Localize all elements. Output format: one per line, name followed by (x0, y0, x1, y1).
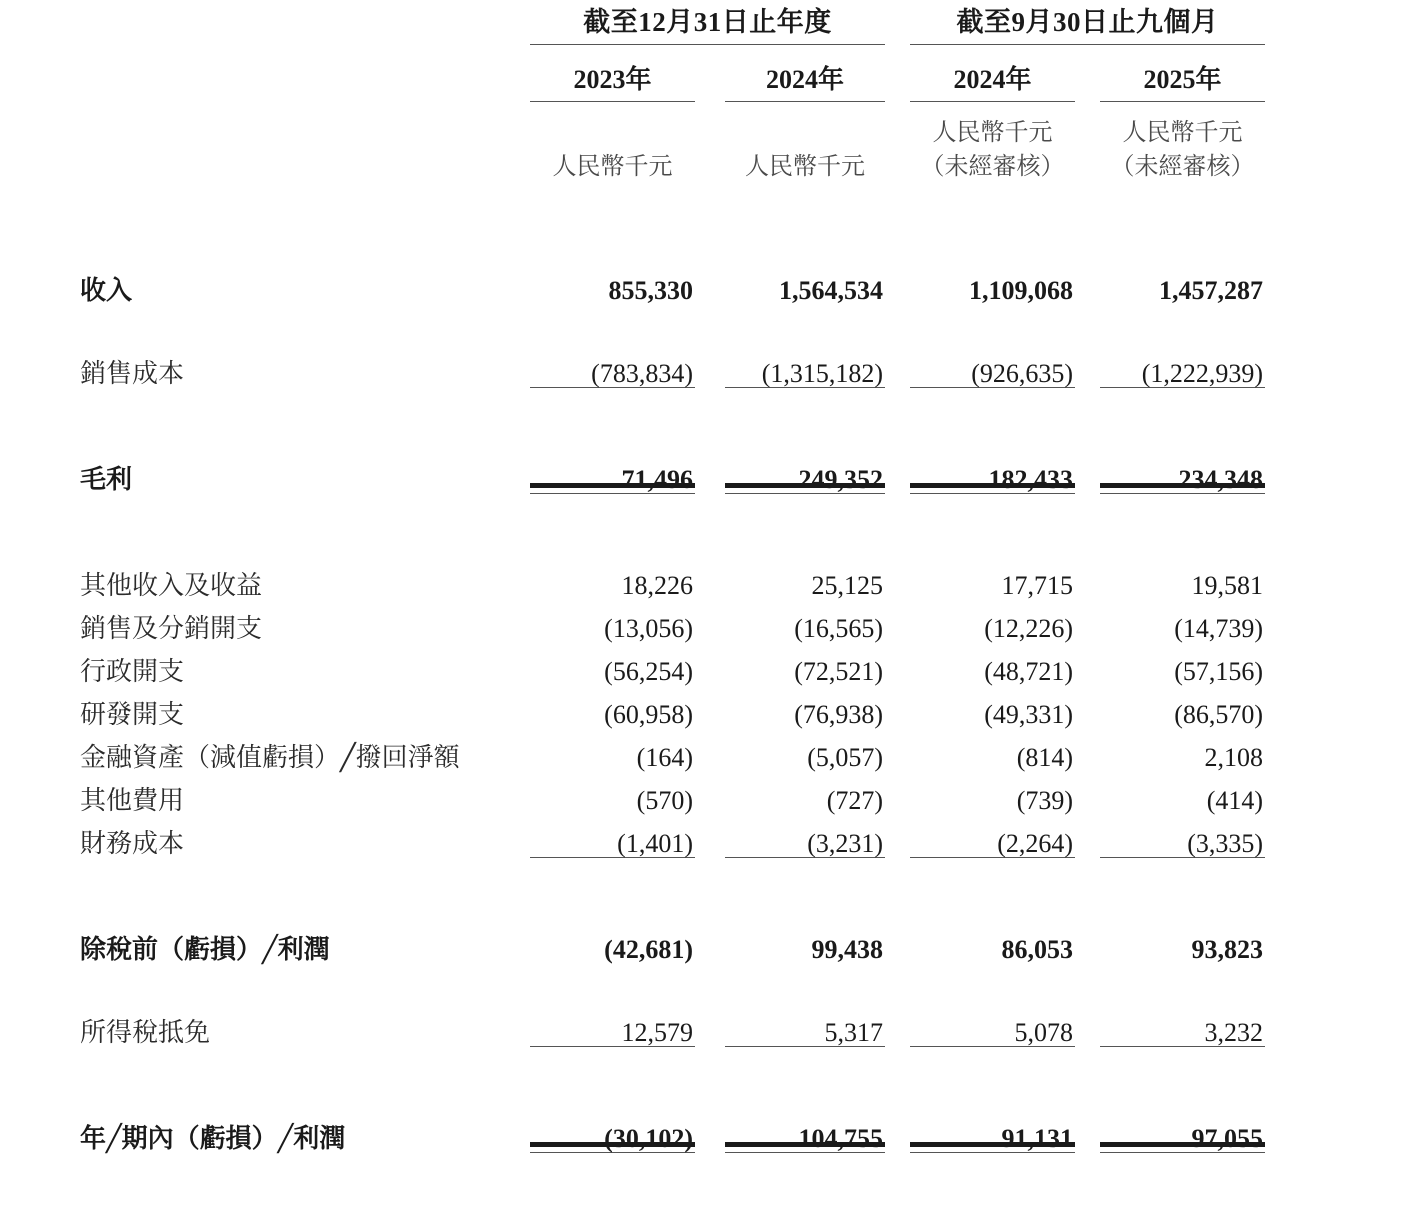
row-label-revenue: 收入 (80, 275, 133, 305)
row-label-financial-asset-impairment: 金融資產（減值虧損）╱撥回淨額 (80, 742, 460, 772)
fc-gap-1 (470, 814, 530, 857)
rd-pad (1265, 685, 1408, 728)
cos-gap-3 (885, 344, 910, 387)
rev-gap-1 (470, 240, 530, 304)
spacer-revenue-cost-cell (0, 304, 1408, 344)
row-value-other-expenses-col1: (570) (636, 785, 693, 815)
spacer-tax-net (0, 1046, 1408, 1109)
row-value-finance-costs-col1: (1,401) (617, 828, 693, 858)
header-empty-label (0, 0, 470, 44)
row-value-other-expenses-col3: (739) (1016, 785, 1074, 815)
oe-pad (1265, 771, 1408, 814)
pbt-gap-2 (695, 920, 725, 963)
column-unit-col1 (530, 101, 695, 184)
fc-gap-2 (695, 814, 725, 857)
fa-gap-3 (885, 728, 910, 771)
table-row-financial-asset-impairment (0, 728, 1408, 771)
unit-text-col4: 人民幣千元 (1122, 119, 1243, 146)
column-unit-col2 (725, 101, 885, 184)
row-value-income-tax-credit-col2: 5,317 (824, 1017, 884, 1047)
fa-gap-4 (1075, 728, 1100, 771)
row-label-profit-before-tax: 除稅前（虧損）╱利潤 (80, 934, 330, 964)
row-value-profit-before-tax-col4: 93,823 (1191, 934, 1264, 964)
tax-gap-1 (470, 1003, 530, 1046)
header-pad-1 (1265, 0, 1408, 44)
gp-gap-3 (885, 450, 910, 493)
row-value-selling-distribution-col4: (14,739) (1174, 613, 1264, 643)
row-value-revenue-col2: 1,564,534 (779, 275, 884, 305)
unit-gap-4 (1075, 101, 1100, 184)
year-gap-3 (885, 59, 910, 101)
fc-gap-4 (1075, 814, 1100, 857)
gp-gap-4 (1075, 450, 1100, 493)
unit-text-col2: 人民幣千元 (745, 153, 865, 180)
row-value-cost-of-sales-col4: (1,222,939) (1141, 358, 1264, 388)
ad-gap-4 (1075, 642, 1100, 685)
gp-rule-col4 (1100, 493, 1265, 494)
row-value-profit-for-period-col1: (30,102) (604, 1123, 693, 1153)
row-value-selling-distribution-col2: (16,565) (794, 613, 884, 643)
cos-gap-1 (470, 344, 530, 387)
spacer-cost-gross-cell (0, 387, 1408, 450)
unit-gap-2 (695, 101, 725, 184)
row-value-revenue-col3: 1,109,068 (969, 275, 1074, 305)
oe-gap-3 (885, 771, 910, 814)
column-header-year-2024-interim: 2024年 (953, 64, 1032, 94)
fa-gap-2 (695, 728, 725, 771)
row-value-cost-of-sales-col1: (783,834) (591, 358, 693, 388)
net-rule-col4 (1100, 1152, 1265, 1153)
net-rule-spacer-f (1265, 1152, 1408, 1153)
row-value-gross-profit-col1: 71,496 (621, 464, 693, 494)
gp-gap-2 (695, 450, 725, 493)
net-gap-3 (885, 1109, 910, 1152)
row-value-other-expenses-col2: (727) (826, 785, 884, 815)
column-unit-col4 (1100, 101, 1265, 184)
rev-gap-4 (1075, 240, 1100, 304)
row-label-other-expenses: 其他費用 (80, 785, 185, 815)
row-value-income-tax-credit-col1: 12,579 (621, 1017, 693, 1047)
cos-gap-4 (1075, 344, 1100, 387)
row-value-revenue-col4: 1,457,287 (1159, 275, 1264, 305)
column-header-year-2024: 2024年 (766, 64, 845, 94)
row-value-research-development-col2: (76,938) (794, 699, 884, 729)
row-value-administrative-col1: (56,254) (604, 656, 693, 686)
rd-gap-3 (885, 685, 910, 728)
net-gap-1 (470, 1109, 530, 1152)
pbt-pad (1265, 920, 1408, 963)
row-value-profit-for-period-col4: 97,055 (1191, 1123, 1264, 1153)
row-label-administrative: 行政開支 (80, 656, 185, 686)
row-value-profit-before-tax-col2: 99,438 (811, 934, 884, 964)
spacer-revenue-cost (0, 304, 1408, 344)
row-value-profit-for-period-col3: 91,131 (1001, 1123, 1074, 1153)
rev-pad (1265, 240, 1408, 304)
gp-rule-col2 (725, 493, 885, 494)
ad-pad (1265, 642, 1408, 685)
rd-gap-4 (1075, 685, 1100, 728)
tax-gap-4 (1075, 1003, 1100, 1046)
row-value-gross-profit-col2: 249,352 (798, 464, 884, 494)
spacer-cost-gross (0, 387, 1408, 450)
row-value-research-development-col3: (49,331) (984, 699, 1074, 729)
net-gap-4 (1075, 1109, 1100, 1152)
year-gap-1 (470, 59, 530, 101)
rev-gap-2 (695, 240, 725, 304)
row-value-finance-costs-col2: (3,231) (807, 828, 884, 858)
row-value-finance-costs-col3: (2,264) (997, 828, 1074, 858)
net-rule-spacer-d (885, 1152, 910, 1153)
spacer-pbt-tax-cell (0, 963, 1408, 1003)
post-header-spacer-cell (0, 184, 1408, 240)
row-label-finance-costs: 財務成本 (80, 828, 185, 858)
row-value-financial-asset-impairment-col3: (814) (1016, 742, 1074, 772)
spacer-pbt-tax (0, 963, 1408, 1003)
oi-gap-3 (885, 556, 910, 599)
column-header-year-2023: 2023年 (573, 64, 652, 94)
row-label-research-development: 研發開支 (80, 699, 185, 729)
ad-gap-2 (695, 642, 725, 685)
sd-gap-4 (1075, 599, 1100, 642)
sd-gap-2 (695, 599, 725, 642)
row-value-profit-for-period-col2: 104,755 (798, 1123, 884, 1153)
net-rule-col2 (725, 1152, 885, 1153)
ad-gap-3 (885, 642, 910, 685)
header-spacer-cell (0, 45, 1408, 59)
row-value-income-tax-credit-col3: 5,078 (1014, 1017, 1074, 1047)
oi-gap-2 (695, 556, 725, 599)
table-row-research-development (0, 685, 1408, 728)
net-rule-spacer-b (470, 1152, 530, 1153)
rev-gap-3 (885, 240, 910, 304)
net-pad (1265, 1109, 1408, 1152)
row-value-gross-profit-col4: 234,348 (1178, 464, 1264, 494)
sd-gap-1 (470, 599, 530, 642)
row-value-finance-costs-col4: (3,335) (1187, 828, 1264, 858)
row-value-gross-profit-col3: 182,433 (988, 464, 1074, 494)
table-row-other-income (0, 556, 1408, 599)
table-row-other-expenses (0, 771, 1408, 814)
row-value-cost-of-sales-col2: (1,315,182) (761, 358, 884, 388)
row-label-cost-of-sales: 銷售成本 (80, 358, 185, 388)
unit-text-col3: 人民幣千元 (932, 119, 1053, 146)
cos-gap-2 (695, 344, 725, 387)
gp-pad (1265, 450, 1408, 493)
header-gap-1 (470, 0, 530, 44)
row-value-cost-of-sales-col3: (926,635) (971, 358, 1074, 388)
table-row-income-tax-credit (0, 1003, 1408, 1046)
audit-note-col4: （未經審核） (1110, 153, 1255, 180)
year-gap-2 (695, 59, 725, 101)
ad-gap-1 (470, 642, 530, 685)
gp-gap-1 (470, 450, 530, 493)
column-group-header-annual: 截至12月31日止年度 (583, 7, 832, 37)
row-value-income-tax-credit-col4: 3,232 (1204, 1017, 1264, 1047)
row-value-financial-asset-impairment-col2: (5,057) (807, 742, 884, 772)
row-label-profit-for-period: 年╱期內（虧損）╱利潤 (80, 1123, 346, 1153)
header-group-title-row (0, 0, 1408, 44)
unit-gap-1 (470, 101, 530, 184)
column-unit-col3 (910, 101, 1075, 184)
fc-gap-3 (885, 814, 910, 857)
row-value-profit-before-tax-col3: 86,053 (1001, 934, 1074, 964)
net-rule-col1 (530, 1152, 695, 1153)
row-value-other-expenses-col4: (414) (1206, 785, 1264, 815)
gp-rule-col3 (910, 493, 1075, 494)
column-header-year-2025-interim: 2025年 (1143, 64, 1222, 94)
row-value-financial-asset-impairment-col1: (164) (636, 742, 693, 772)
tax-pad (1265, 1003, 1408, 1046)
sd-gap-3 (885, 599, 910, 642)
net-rule-spacer-c (695, 1152, 725, 1153)
row-value-other-income-col4: 19,581 (1191, 570, 1264, 600)
row-value-administrative-col4: (57,156) (1174, 656, 1264, 686)
header-spacer-row (0, 45, 1408, 59)
cos-pad (1265, 344, 1408, 387)
row-value-other-income-col3: 17,715 (1001, 570, 1074, 600)
row-value-administrative-col2: (72,521) (794, 656, 884, 686)
oe-gap-2 (695, 771, 725, 814)
spacer-gross-opex (0, 493, 1408, 556)
pbt-gap-1 (470, 920, 530, 963)
unit-empty-label (0, 101, 470, 184)
row-value-profit-before-tax-col1: (42,681) (604, 934, 693, 964)
unit-pad (1265, 101, 1408, 184)
pbt-gap-4 (1075, 920, 1100, 963)
table-row-selling-distribution (0, 599, 1408, 642)
row-value-selling-distribution-col1: (13,056) (604, 613, 693, 643)
row-label-selling-distribution: 銷售及分銷開支 (80, 613, 263, 643)
year-gap-4 (1075, 59, 1100, 101)
unit-text-col1: 人民幣千元 (552, 153, 673, 180)
row-value-financial-asset-impairment-col4: 2,108 (1204, 742, 1264, 772)
net-gap-2 (695, 1109, 725, 1152)
spacer-gross-opex-cell (0, 493, 1408, 556)
row-value-research-development-col4: (86,570) (1174, 699, 1264, 729)
tax-gap-2 (695, 1003, 725, 1046)
table-row-cost-of-sales (0, 344, 1408, 387)
rd-gap-1 (470, 685, 530, 728)
spacer-opex-pbt (0, 857, 1408, 920)
spacer-opex-pbt-cell (0, 857, 1408, 920)
tax-gap-3 (885, 1003, 910, 1046)
table-row-profit-before-tax (0, 920, 1408, 963)
row-value-administrative-col3: (48,721) (984, 656, 1074, 686)
oi-gap-4 (1075, 556, 1100, 599)
oe-gap-1 (470, 771, 530, 814)
fc-pad (1265, 814, 1408, 857)
pbt-gap-3 (885, 920, 910, 963)
fa-gap-1 (470, 728, 530, 771)
row-value-other-income-col2: 25,125 (811, 570, 884, 600)
table-row-administrative (0, 642, 1408, 685)
row-label-gross-profit: 毛利 (80, 464, 133, 494)
header-unit-row (0, 101, 1408, 184)
net-rule-col3 (910, 1152, 1075, 1153)
year-empty-label (0, 59, 470, 101)
rd-gap-2 (695, 685, 725, 728)
fa-pad (1265, 728, 1408, 771)
row-value-other-income-col1: 18,226 (621, 570, 693, 600)
year-pad (1265, 59, 1408, 101)
unit-gap-3 (885, 101, 910, 184)
oe-gap-4 (1075, 771, 1100, 814)
row-value-selling-distribution-col3: (12,226) (984, 613, 1074, 643)
column-group-header-nine-months: 截至9月30日止九個月 (956, 7, 1219, 37)
audit-note-col3: （未經審核） (920, 153, 1065, 180)
oi-gap-1 (470, 556, 530, 599)
row-value-revenue-col1: 855,330 (608, 275, 693, 305)
header-year-row (0, 59, 1408, 101)
oi-pad (1265, 556, 1408, 599)
net-rule-spacer-e (1075, 1152, 1100, 1153)
sd-pad (1265, 599, 1408, 642)
spacer-tax-net-cell (0, 1046, 1408, 1109)
row-label-income-tax-credit: 所得稅抵免 (80, 1017, 211, 1047)
row-value-research-development-col1: (60,958) (604, 699, 693, 729)
post-header-spacer-row (0, 184, 1408, 240)
row-label-other-income: 其他收入及收益 (80, 570, 263, 600)
table-row-finance-costs (0, 814, 1408, 857)
gp-rule-col1 (530, 493, 695, 494)
table-row-revenue (0, 240, 1408, 304)
header-gap-3 (885, 0, 910, 44)
